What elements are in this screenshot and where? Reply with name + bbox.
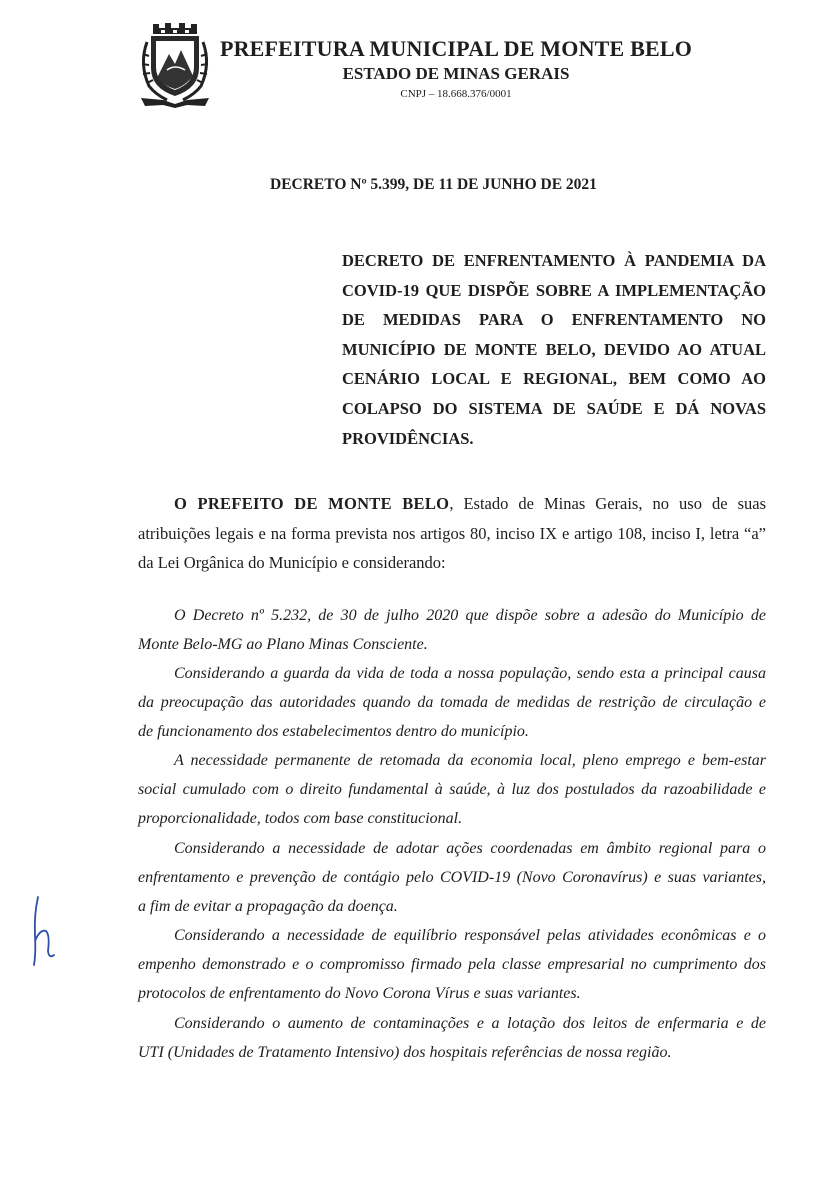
consideration-paragraph bbox=[138, 659, 766, 746]
municipality-title: PREFEITURA MUNICIPAL DE MONTE BELO bbox=[219, 36, 693, 61]
summary-line: CENÁRIO LOCAL E REGIONAL, BEM COMO AO bbox=[342, 369, 766, 389]
decree-summary bbox=[342, 246, 766, 453]
consideration-line: enfrentamento e prevenção de contágio pelo COVID-19 (Novo Coronavírus) e suas variantes, bbox=[138, 869, 766, 886]
summary-line: PROVIDÊNCIAS. bbox=[342, 428, 474, 448]
intro-paragraph bbox=[138, 489, 766, 578]
consideration-line: proporcionalidade, todos com base constitucional. bbox=[138, 810, 463, 827]
consideration-paragraph bbox=[138, 834, 766, 921]
consideration-line: A necessidade permanente de retomada da economia local, pleno emprego e bem-estar bbox=[174, 752, 766, 769]
state-title: ESTADO DE MINAS GERAIS bbox=[342, 64, 570, 83]
consideration-line: de funcionamento dos estabelecimentos dentro do município. bbox=[138, 723, 529, 740]
summary-line: COLAPSO DO SISTEMA DE SAÚDE E DÁ NOVAS bbox=[342, 398, 766, 418]
consideration-line: social cumulado com o direito fundamental à saúde, à luz dos postulados da razoabilidade e bbox=[138, 781, 766, 798]
consideration-line: Considerando a necessidade de equilíbrio responsável pelas atividades econômicas e o bbox=[174, 927, 766, 944]
summary-line: DECRETO DE ENFRENTAMENTO À PANDEMIA DA bbox=[342, 251, 766, 270]
consideration-line: Considerando a necessidade de adotar ações coordenadas em âmbito regional para o bbox=[174, 840, 766, 857]
municipal-coat-of-arms-icon bbox=[137, 20, 213, 108]
summary-line: MUNICÍPIO DE MONTE BELO, DEVIDO AO ATUAL bbox=[342, 339, 766, 359]
consideration-paragraph bbox=[138, 601, 766, 659]
consideration-line: UTI (Unidades de Tratamento Intensivo) dos hospitais referências de nossa região. bbox=[138, 1044, 672, 1061]
consideration-paragraph bbox=[138, 746, 766, 833]
summary-line: COVID-19 QUE DISPÕE SOBRE A IMPLEMENTAÇÃO bbox=[342, 280, 766, 300]
mayor-title: O PREFEITO DE MONTE BELO bbox=[174, 494, 450, 513]
consideration-line: empenho demonstrado e o compromisso firmado pela classe empresarial no cumprimento dos bbox=[138, 956, 766, 973]
cnpj-number: CNPJ – 18.668.376/0001 bbox=[400, 88, 512, 100]
consideration-line: Monte Belo-MG ao Plano Minas Consciente. bbox=[138, 636, 428, 653]
intro-line-rest: , Estado de Minas Gerais, no uso de suas bbox=[449, 494, 766, 513]
consideration-line: O Decreto nº 5.232, de 30 de julho 2020 que dispõe sobre a adesão do Município de bbox=[174, 607, 766, 624]
consideration-paragraph bbox=[138, 921, 766, 1008]
consideration-line: da preocupação das autoridades quando da tomada de medidas de restrição de circulação e bbox=[138, 694, 766, 711]
consideration-line: Considerando a guarda da vida de toda a nossa população, sendo esta a principal causa bbox=[174, 665, 766, 682]
handwritten-initial-icon bbox=[24, 895, 60, 967]
intro-line bbox=[138, 489, 766, 519]
consideration-line: Considerando o aumento de contaminações e a lotação dos leitos de enfermaria e de bbox=[174, 1015, 766, 1032]
intro-line: da Lei Orgânica do Município e considerando: bbox=[138, 553, 446, 572]
summary-line: DE MEDIDAS PARA O ENFRENTAMENTO NO bbox=[342, 310, 766, 330]
consideration-line: protocolos de enfrentamento do Novo Corona Vírus e suas variantes. bbox=[138, 985, 581, 1002]
intro-line: atribuições legais e na forma prevista nos artigos 80, inciso IX e artigo 108, inciso I, letra “a” bbox=[138, 523, 766, 543]
decree-number-title: DECRETO Nº 5.399, DE 11 DE JUNHO DE 2021 bbox=[270, 176, 597, 193]
consideration-paragraph bbox=[138, 1009, 766, 1067]
consideration-line: a fim de evitar a propagação da doença. bbox=[138, 898, 398, 915]
